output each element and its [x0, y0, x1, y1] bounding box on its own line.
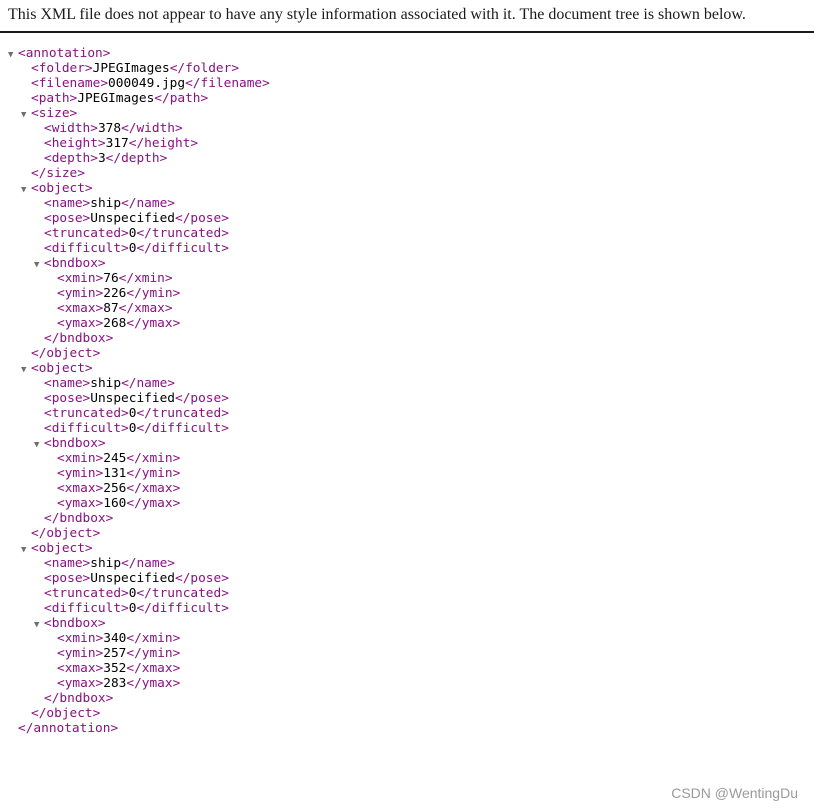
element-value: 0	[128, 601, 137, 616]
open-tag: <difficult>	[44, 241, 129, 256]
close-tag: </bndbox>	[44, 331, 114, 346]
close-tag: </xmax>	[126, 661, 181, 676]
open-tag: <bndbox>	[44, 436, 106, 451]
open-tag: <pose>	[44, 571, 91, 586]
xml-line	[8, 691, 270, 706]
open-tag: <xmax>	[57, 301, 104, 316]
element-value: 0	[128, 241, 137, 256]
element-value: 317	[105, 136, 129, 151]
element-value: 0	[128, 586, 137, 601]
xml-line	[8, 181, 270, 196]
xml-line	[8, 601, 270, 616]
element-value: ship	[90, 376, 122, 391]
close-tag: </xmin>	[118, 271, 173, 286]
open-tag: <depth>	[44, 151, 98, 166]
element-value: 0	[128, 226, 137, 241]
close-tag: </truncated>	[136, 406, 229, 421]
xml-line	[8, 706, 270, 721]
close-tag: </truncated>	[136, 226, 229, 241]
open-tag: <annotation>	[18, 46, 111, 61]
collapse-toggle-icon[interactable]: ▼	[21, 110, 27, 120]
xml-line	[8, 256, 270, 271]
xml-line	[8, 646, 270, 661]
element-value: Unspecified	[90, 571, 175, 586]
close-tag: </pose>	[174, 571, 229, 586]
close-tag: </depth>	[105, 151, 168, 166]
close-tag: </object>	[31, 346, 101, 361]
xml-line	[8, 721, 270, 736]
open-tag: <difficult>	[44, 601, 129, 616]
xml-line	[8, 331, 270, 346]
element-value: 268	[103, 316, 127, 331]
open-tag: <name>	[44, 196, 91, 211]
element-value: 283	[103, 676, 127, 691]
element-value: 3	[97, 151, 106, 166]
element-value: Unspecified	[90, 391, 175, 406]
close-tag: </size>	[31, 166, 85, 181]
close-tag: </difficult>	[136, 421, 229, 436]
close-tag: </ymax>	[126, 316, 181, 331]
close-tag: </pose>	[174, 211, 229, 226]
close-tag: </xmin>	[126, 451, 181, 466]
open-tag: <ymax>	[57, 316, 104, 331]
open-tag: <ymin>	[57, 646, 104, 661]
close-tag: </difficult>	[136, 241, 229, 256]
open-tag: <bndbox>	[44, 256, 106, 271]
close-tag: </folder>	[169, 61, 240, 76]
xml-line	[8, 106, 270, 121]
xml-line	[8, 436, 270, 451]
element-value: JPEGImages	[77, 91, 155, 106]
element-value: 76	[103, 271, 119, 286]
open-tag: <object>	[31, 541, 93, 556]
collapse-toggle-icon[interactable]: ▼	[34, 260, 40, 270]
xml-line	[8, 76, 270, 91]
close-tag: </ymax>	[126, 676, 181, 691]
open-tag: <truncated>	[44, 406, 129, 421]
close-tag: </object>	[31, 706, 101, 721]
element-value: 256	[103, 481, 127, 496]
collapse-toggle-icon[interactable]: ▼	[21, 545, 27, 555]
xml-line	[8, 286, 270, 301]
xml-line	[8, 391, 270, 406]
xml-line	[8, 556, 270, 571]
close-tag: </xmin>	[126, 631, 181, 646]
close-tag: </filename>	[185, 76, 270, 91]
element-value: 0	[128, 421, 137, 436]
open-tag: <xmax>	[57, 481, 104, 496]
xml-line	[8, 301, 270, 316]
open-tag: <truncated>	[44, 586, 129, 601]
close-tag: </truncated>	[136, 586, 229, 601]
xml-line	[8, 466, 270, 481]
xml-document-tree	[8, 46, 270, 736]
element-value: 340	[103, 631, 127, 646]
collapse-toggle-icon[interactable]: ▼	[21, 365, 27, 375]
element-value: Unspecified	[90, 211, 175, 226]
close-tag: </bndbox>	[44, 691, 114, 706]
open-tag: <ymin>	[57, 286, 104, 301]
open-tag: <ymin>	[57, 466, 104, 481]
open-tag: <bndbox>	[44, 616, 106, 631]
close-tag: </ymin>	[126, 286, 181, 301]
element-value: 000049.jpg	[108, 76, 186, 91]
close-tag: </pose>	[174, 391, 229, 406]
xml-line	[8, 571, 270, 586]
xml-line	[8, 376, 270, 391]
element-value: 87	[103, 301, 119, 316]
element-value: 378	[97, 121, 122, 136]
open-tag: <width>	[44, 121, 98, 136]
xml-line	[8, 616, 270, 631]
element-value: 226	[103, 286, 127, 301]
close-tag: </width>	[121, 121, 183, 136]
open-tag: <name>	[44, 556, 91, 571]
open-tag: <object>	[31, 361, 93, 376]
element-value: ship	[90, 196, 122, 211]
element-value: 0	[128, 406, 137, 421]
xml-line	[8, 511, 270, 526]
xml-line	[8, 46, 270, 61]
open-tag: <name>	[44, 376, 91, 391]
xml-line	[8, 166, 270, 181]
close-tag: </difficult>	[136, 601, 229, 616]
element-value: 352	[103, 661, 127, 676]
close-tag: </ymin>	[126, 466, 181, 481]
close-tag: </xmax>	[126, 481, 181, 496]
collapse-toggle-icon[interactable]: ▼	[34, 440, 40, 450]
element-value: 160	[103, 496, 127, 511]
xml-line	[8, 451, 270, 466]
open-tag: <difficult>	[44, 421, 129, 436]
close-tag: </ymin>	[126, 646, 181, 661]
open-tag: <filename>	[31, 76, 109, 91]
xml-line	[8, 526, 270, 541]
close-tag: </ymax>	[126, 496, 181, 511]
xml-line	[8, 61, 270, 76]
collapse-toggle-icon[interactable]: ▼	[34, 620, 40, 630]
collapse-toggle-icon[interactable]: ▼	[8, 50, 14, 60]
xml-line	[8, 226, 270, 241]
xml-line	[8, 211, 270, 226]
xml-line	[8, 631, 270, 646]
element-value: ship	[90, 556, 122, 571]
no-style-notice: This XML file does not appear to have any style information associated with it. The document tree is shown below.	[0, 0, 814, 33]
xml-line	[8, 541, 270, 556]
xml-line	[8, 196, 270, 211]
xml-line	[8, 586, 270, 601]
open-tag: <ymax>	[57, 676, 104, 691]
xml-line	[8, 346, 270, 361]
open-tag: <xmin>	[57, 271, 104, 286]
xml-line	[8, 496, 270, 511]
open-tag: <pose>	[44, 391, 91, 406]
close-tag: </name>	[121, 196, 175, 211]
close-tag: </object>	[31, 526, 101, 541]
xml-line	[8, 121, 270, 136]
xml-line	[8, 241, 270, 256]
open-tag: <xmin>	[57, 451, 104, 466]
watermark: CSDN @WentingDu	[671, 785, 798, 801]
open-tag: <truncated>	[44, 226, 129, 241]
element-value: 257	[103, 646, 127, 661]
element-value: 131	[103, 466, 127, 481]
xml-line	[8, 406, 270, 421]
close-tag: </name>	[121, 376, 175, 391]
open-tag: <ymax>	[57, 496, 104, 511]
xml-line	[8, 421, 270, 436]
xml-line	[8, 271, 270, 286]
open-tag: <xmax>	[57, 661, 104, 676]
close-tag: </bndbox>	[44, 511, 114, 526]
close-tag: </name>	[121, 556, 175, 571]
xml-line	[8, 91, 270, 106]
xml-line	[8, 481, 270, 496]
open-tag: <path>	[31, 91, 78, 106]
open-tag: <xmin>	[57, 631, 104, 646]
xml-line	[8, 136, 270, 151]
element-value: 245	[103, 451, 127, 466]
open-tag: <height>	[44, 136, 106, 151]
xml-line	[8, 661, 270, 676]
close-tag: </annotation>	[18, 721, 119, 736]
xml-line	[8, 676, 270, 691]
open-tag: <object>	[31, 181, 93, 196]
element-value: JPEGImages	[92, 61, 170, 76]
xml-line	[8, 361, 270, 376]
open-tag: <pose>	[44, 211, 91, 226]
collapse-toggle-icon[interactable]: ▼	[21, 185, 27, 195]
open-tag: <size>	[31, 106, 78, 121]
close-tag: </path>	[154, 91, 209, 106]
close-tag: </height>	[128, 136, 199, 151]
xml-line	[8, 316, 270, 331]
open-tag: <folder>	[31, 61, 93, 76]
close-tag: </xmax>	[118, 301, 173, 316]
xml-line	[8, 151, 270, 166]
